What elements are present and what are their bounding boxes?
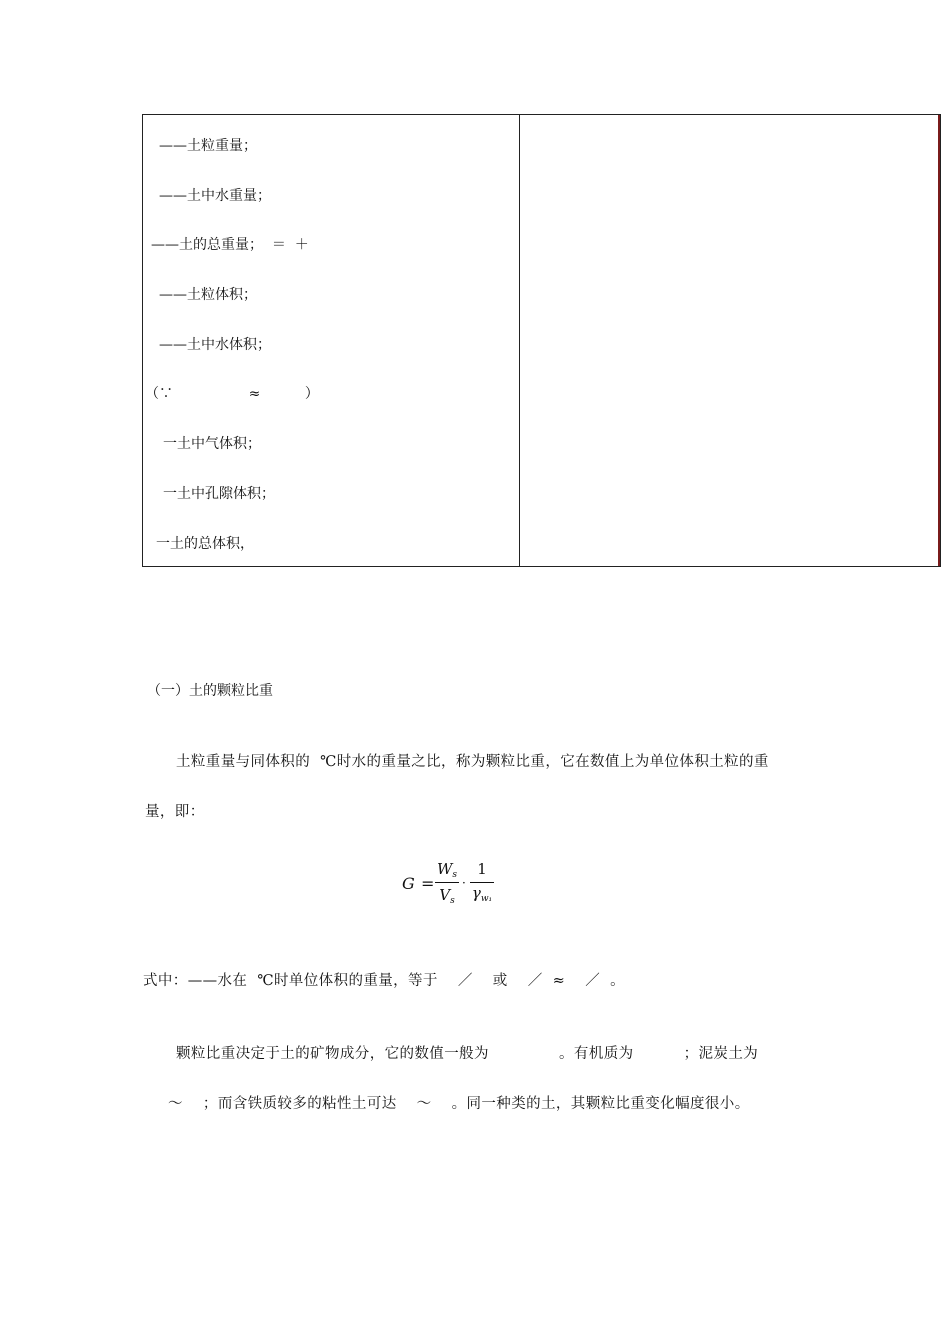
def-soil-particle-weight: ——土粒重量； (159, 138, 257, 154)
def-total-volume: 一土的总体积， (156, 536, 254, 552)
definitions-column (143, 115, 520, 566)
formula-equals: = (421, 874, 435, 893)
intro-paragraph-line-1: 土粒重量与同体积的 ℃时水的重量之比，称为颗粒比重，它在数值上为单位体积土粒的重 (176, 754, 769, 770)
empty-figure-column (520, 115, 940, 566)
def-water-weight: ——土中水重量； (159, 188, 271, 204)
formula-numerator-w: $W_s$ (436, 860, 458, 880)
fraction-bar (435, 882, 459, 883)
def-pore-volume: 一土中孔隙体积； (163, 486, 275, 502)
def-soil-particle-volume: ——土粒体积； (159, 287, 257, 303)
def-total-weight: ——土的总重量； ＝ ＋ (151, 237, 309, 253)
intro-paragraph-line-2: 量，即： (145, 804, 205, 820)
formula-fraction-ws-vs (435, 860, 459, 906)
def-gas-volume: 一土中气体积； (163, 436, 261, 452)
specific-gravity-formula (402, 858, 522, 918)
formula-denominator-gamma: $\gamma_{w_1}$ (471, 884, 493, 904)
def-water-volume: ——土中水体积； (159, 337, 271, 353)
formula-numerator-1: 1 (477, 860, 487, 878)
formula-denominator-v: $V_s$ (439, 886, 455, 906)
fraction-bar (470, 882, 494, 883)
def-since-approx: （∵ ≈ ） (145, 386, 319, 402)
mineral-paragraph-line-1: 颗粒比重决定于土的矿物成分，它的数值一般为 。有机质为 ；泥炭土为 (176, 1046, 759, 1062)
definitions-table (142, 114, 941, 567)
mineral-paragraph-line-2: ～ ；而含铁质较多的粘性土可达 ～ 。同一种类的土，其颗粒比重变化幅度很小。 (168, 1096, 750, 1112)
where-clause-line: 式中：——水在 ℃时单位体积的重量，等于 ／ 或 ／ ≈ ／ 。 (143, 973, 626, 989)
formula-lhs: G (402, 874, 415, 893)
section-heading: （一）土的颗粒比重 (147, 683, 273, 699)
formula-dot: · (462, 876, 466, 890)
formula-fraction-1-gamma (470, 860, 494, 904)
